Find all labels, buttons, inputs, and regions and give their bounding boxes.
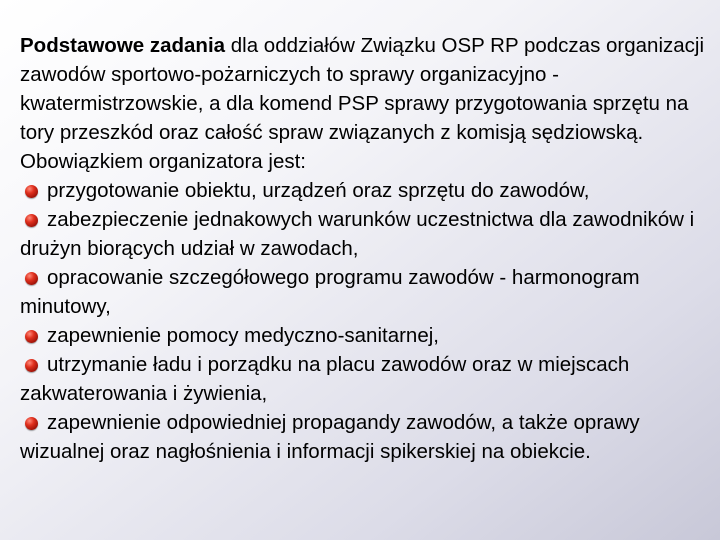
intro-text: dla oddziałów Związku OSP RP podczas organizacji zawodów sportowo-pożarniczych to sprawy organizacyjno - kwatermistrzowskie, a dla komend PSP sprawy przygotowania sprzętu na tory przeszkód oraz całość spraw związanych z komisją sędziowską. (20, 34, 705, 144)
duty-text: zapewnienie odpowiedniej propagandy zawodów, a także oprawy wizualnej oraz nagłośnienia i informacji spikerskiej na obiekcie. (20, 411, 640, 463)
duty-text: utrzymanie ładu i porządku na placu zawodów oraz w miejscach zakwaterowania i żywienia, (20, 353, 630, 405)
red-ball-bullet-icon (25, 359, 38, 372)
duty-text: zabezpieczenie jednakowych warunków uczestnictwa dla zawodników i drużyn biorących udział w zawodach, (20, 208, 695, 260)
duty-text: opracowanie szczegółowego programu zawodów - harmonogram minutowy, (20, 266, 640, 318)
red-ball-bullet-icon (25, 214, 38, 227)
duty-item-promotion (20, 408, 710, 466)
duty-text: przygotowanie obiektu, urządzeń oraz sprzętu do zawodów, (47, 179, 590, 202)
duty-item-venue (20, 176, 710, 205)
intro-paragraph (20, 31, 710, 147)
duty-item-medical (20, 321, 710, 350)
slide-text-body (20, 31, 710, 466)
duty-item-equal-conditions (20, 205, 710, 263)
duty-item-program (20, 263, 710, 321)
red-ball-bullet-icon (25, 185, 38, 198)
duty-item-order (20, 350, 710, 408)
red-ball-bullet-icon (25, 272, 38, 285)
red-ball-bullet-icon (25, 330, 38, 343)
red-ball-bullet-icon (25, 417, 38, 430)
duties-heading: Obowiązkiem organizatora jest: (20, 150, 306, 173)
duty-text: zapewnienie pomocy medyczno-sanitarnej, (47, 324, 439, 347)
intro-bold-lead: Podstawowe zadania (20, 34, 226, 57)
